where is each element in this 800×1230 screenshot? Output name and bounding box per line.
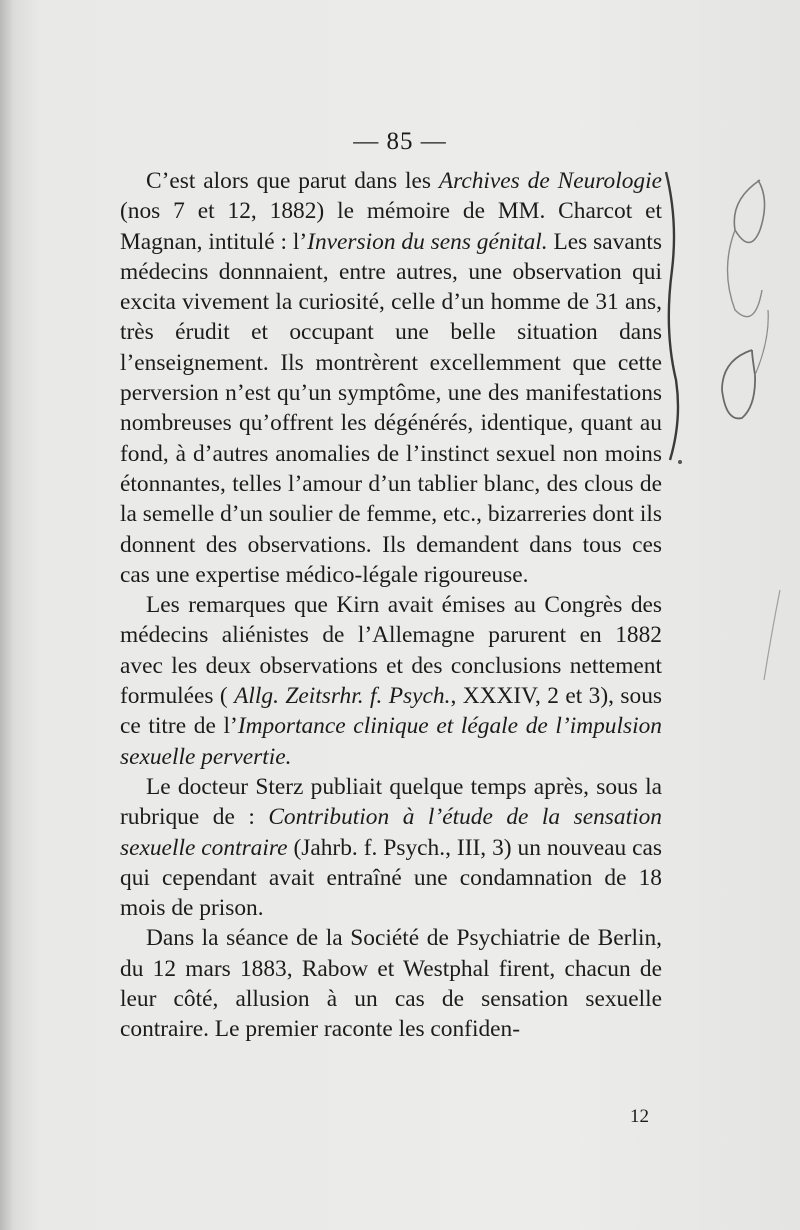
paragraph xyxy=(120,772,662,923)
text-span: , XXXIV, 2 et 3), sous ce titre de l’ xyxy=(120,683,663,740)
page-number: — 85 — xyxy=(353,128,447,155)
text-span: (Jahrb. f. Psych., III, 3) un nouveau cas qui cependant avait entraîné une condamnation de 18 mois de prison. xyxy=(120,834,662,922)
italic-text: Contribution à l’étude de la sensation sexuelle contraire xyxy=(120,804,662,861)
italic-text: Allg. Zeitsrhr. f. Psych. xyxy=(234,683,451,710)
body-text xyxy=(120,166,662,1045)
handwritten-figure-icon xyxy=(660,160,800,720)
text-span: Dans la séance de la Société de Psychiatrie de Berlin, du 12 mars 1883, Rabow et Westphal firent, chacun de leur côté, allusion à un cas de sensation sexuelle contraire. Le premier raconte les confiden- xyxy=(120,925,662,1043)
bracket-mark-icon xyxy=(666,172,678,460)
text-span: (nos 7 et 12, 1882) le mémoire de MM. Charcot et Magnan, intitulé : l’ xyxy=(120,198,662,255)
text-span: C’est alors que parut dans les xyxy=(146,168,439,194)
paragraph xyxy=(120,590,662,772)
italic-text: Importance clinique et légale de l’impulsion sexuelle pervertie. xyxy=(120,713,662,770)
text-span: Les savants médecins donnnaient, entre autres, une observation qui excita vivement la curiosité, celle d’un homme de 31 ans, très érudit et occupant une belle situation dans l’enseignement. Ils montrèrent excellemment que cette perversion n’est qu’un symptôme, une des manifestations nombreuses qu’offrent les dégénérés, identique, quant au fond, à d’autres anomalies de l’instinct sexuel non moins étonnantes, telles l’amour d’un tablier blanc, des clous de la semelle d’un soulier de femme, etc., bizarreries dont ils donnent des observations. Ils demandent dans tous ces cas une expertise médico-légale rigoureuse. xyxy=(120,228,663,588)
italic-text: Archives de Neurologie xyxy=(438,168,662,194)
paragraph xyxy=(120,166,662,590)
text-span: Les remarques que Kirn avait émises au Congrès des médecins aliénistes de l’Allemagne parurent en 1882 avec les deux observations et des conclusions nettement formulées ( xyxy=(120,592,662,710)
text-span: Le docteur Sterz publiait quelque temps après, sous la rubrique de : xyxy=(120,773,662,831)
ink-dot xyxy=(678,460,682,464)
signature-mark: 12 xyxy=(630,1106,649,1127)
italic-text: Inversion du sens génital. xyxy=(307,228,548,255)
paragraph xyxy=(120,923,662,1044)
